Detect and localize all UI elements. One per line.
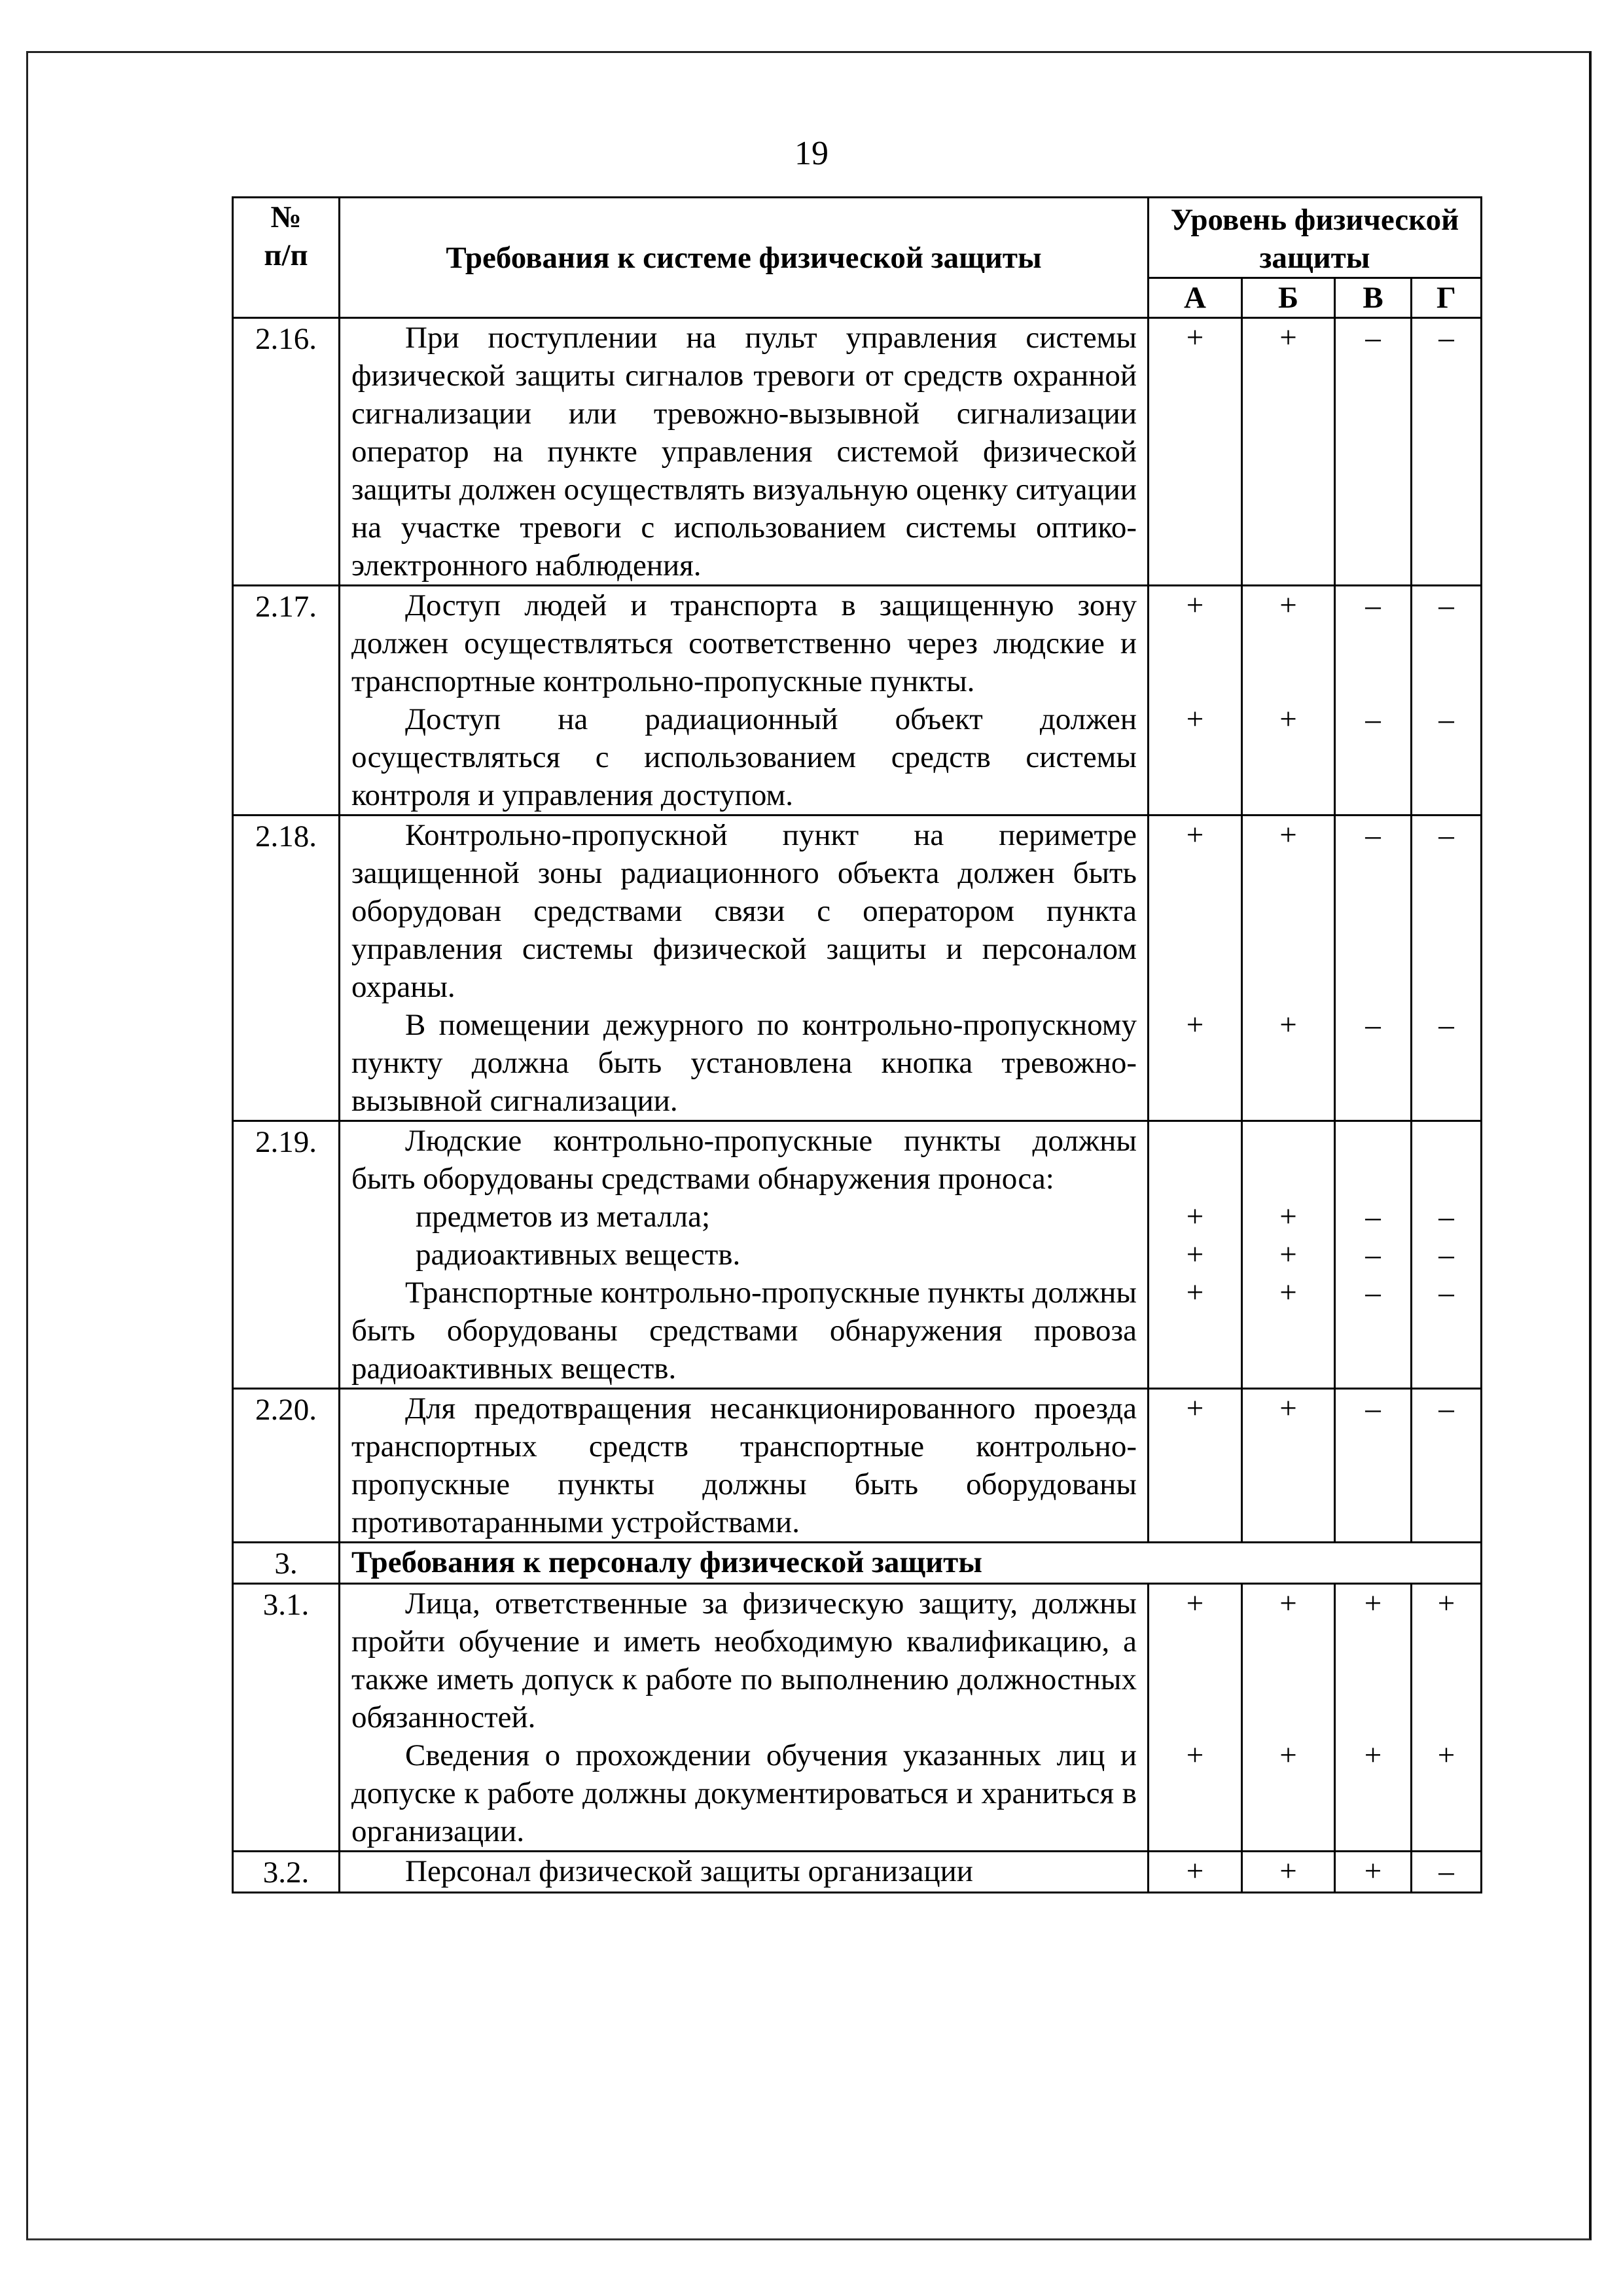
header-level-a: А: [1149, 278, 1242, 318]
mark-block: [1412, 1274, 1480, 1388]
level-b-mark-cell: [1242, 1121, 1335, 1389]
row-number: 2.19.: [233, 1121, 340, 1389]
level-a-mark-cell: [1149, 586, 1242, 816]
mark-block: [1336, 1274, 1410, 1388]
level-g-mark: –: [1438, 588, 1454, 622]
mark-block: [1243, 319, 1334, 584]
mark-block: [1336, 1006, 1410, 1120]
level-v-mark: –: [1365, 588, 1381, 622]
mark-block: [1149, 586, 1241, 700]
mark-block: [1412, 700, 1480, 814]
mark-block: [1243, 1852, 1334, 1890]
level-g-mark-cell: [1412, 1121, 1482, 1389]
level-a-mark-cell: [1149, 1584, 1242, 1852]
level-b-mark-cell: [1242, 1389, 1335, 1543]
level-b-mark: +: [1279, 1238, 1297, 1272]
mark-block: [1243, 1274, 1334, 1388]
level-v-mark: –: [1365, 1200, 1381, 1234]
mark-block: [1149, 1274, 1241, 1388]
mark-block: [1243, 586, 1334, 700]
level-g-mark: –: [1438, 1854, 1454, 1888]
table-row: [233, 1584, 1482, 1852]
level-a-mark-cell: [1149, 816, 1242, 1121]
header-level-b: Б: [1242, 278, 1335, 318]
level-v-mark: +: [1364, 1587, 1382, 1621]
requirement-paragraph: Контрольно-пропускной пункт на периметре защищенной зоны радиационного объекта должен быть оборудован средствами связи с оператором пункта управления системы физической защиты и персоналом охраны.: [351, 818, 1137, 1004]
level-v-mark: –: [1365, 321, 1381, 355]
level-a-mark: +: [1186, 702, 1204, 736]
level-g-mark: –: [1438, 818, 1454, 852]
level-b-mark: [1243, 1122, 1334, 1160]
mark-block: [1243, 1198, 1334, 1236]
requirement-paragraph: В помещении дежурного по контрольно-пропускному пункту должна быть установлена кнопка тревожно-вызывной сигнализации.: [351, 1008, 1137, 1118]
level-v-mark-cell: [1335, 318, 1412, 586]
level-g-mark-cell: [1412, 1389, 1482, 1543]
header-requirements: Требования к системе физической защиты: [340, 198, 1149, 318]
level-v-mark: –: [1365, 1276, 1381, 1310]
level-a-mark: +: [1186, 818, 1204, 852]
mark-block: [1243, 1236, 1334, 1274]
level-a-mark-cell: [1149, 318, 1242, 586]
header-row: [233, 198, 1482, 278]
mark-block: [1243, 1736, 1334, 1850]
requirement-text: [340, 1389, 1149, 1543]
mark-block: [1412, 1122, 1480, 1198]
requirement-text: [340, 816, 1149, 1121]
mark-block: [1336, 1122, 1410, 1198]
table-row: [233, 586, 1482, 816]
mark-block: [1336, 1736, 1410, 1850]
mark-block: [1149, 319, 1241, 584]
level-b-mark-cell: [1242, 1584, 1335, 1852]
level-b-mark-cell: [1242, 816, 1335, 1121]
requirement-item: радиоактивных веществ.: [416, 1238, 741, 1272]
row-number: 3.2.: [233, 1852, 340, 1893]
mark-block: [1149, 1236, 1241, 1274]
level-a-mark: +: [1186, 588, 1204, 622]
requirement-paragraph: Доступ людей и транспорта в защищенную зону должен осуществляться соответственно через людские и транспортные контрольно-пропускные пункты.: [351, 588, 1137, 698]
level-v-mark-cell: [1335, 1852, 1412, 1893]
requirement-paragraph: Людские контрольно-пропускные пункты должны быть оборудованы средствами обнаружения проноса:: [351, 1124, 1137, 1196]
mark-block: [1243, 1390, 1334, 1541]
level-g-mark-cell: [1412, 1584, 1482, 1852]
level-g-mark-cell: [1412, 1852, 1482, 1893]
row-number: 3.: [233, 1543, 340, 1584]
mark-block: [1412, 319, 1480, 584]
level-v-mark: +: [1364, 1738, 1382, 1772]
level-a-mark: +: [1186, 321, 1204, 355]
mark-block: [1412, 1585, 1480, 1736]
table-row: [233, 816, 1482, 1121]
level-b-mark: +: [1279, 321, 1297, 355]
level-v-mark-cell: [1335, 1121, 1412, 1389]
mark-block: [1149, 1736, 1241, 1850]
level-a-mark: +: [1186, 1738, 1204, 1772]
level-b-mark: +: [1279, 1854, 1297, 1888]
mark-block: [1243, 816, 1334, 1006]
level-b-mark-cell: [1242, 318, 1335, 586]
mark-block: [1149, 1585, 1241, 1736]
mark-block: [1336, 1852, 1410, 1890]
mark-block: [1336, 1198, 1410, 1236]
level-v-mark-cell: [1335, 1389, 1412, 1543]
mark-block: [1412, 1852, 1480, 1890]
requirement-text: [340, 318, 1149, 586]
table-body: [233, 318, 1482, 1893]
level-b-mark: +: [1279, 1276, 1297, 1310]
level-a-mark: +: [1186, 1391, 1204, 1426]
level-g-mark: –: [1438, 321, 1454, 355]
mark-block: [1336, 1390, 1410, 1541]
mark-block: [1149, 700, 1241, 814]
mark-block: [1149, 1390, 1241, 1541]
mark-block: [1412, 1198, 1480, 1236]
table-row: [233, 1389, 1482, 1543]
level-g-mark: –: [1438, 1391, 1454, 1426]
mark-block: [1336, 319, 1410, 584]
requirement-text: [340, 1121, 1149, 1389]
mark-block: [1243, 1006, 1334, 1120]
mark-block: [1149, 1198, 1241, 1236]
level-g-mark: +: [1437, 1587, 1455, 1621]
level-v-mark: –: [1365, 1238, 1381, 1272]
requirement-paragraph: Сведения о прохождении обучения указанных лиц и допуске к работе должны документироваться и храниться в организации.: [351, 1738, 1137, 1848]
level-b-mark: +: [1279, 1008, 1297, 1042]
mark-block: [1336, 816, 1410, 1006]
level-v-mark: –: [1365, 702, 1381, 736]
level-v-mark: +: [1364, 1854, 1382, 1888]
mark-block: [1412, 816, 1480, 1006]
level-g-mark-cell: [1412, 816, 1482, 1121]
level-g-mark: –: [1438, 702, 1454, 736]
level-b-mark-cell: [1242, 586, 1335, 816]
level-b-mark: +: [1279, 1587, 1297, 1621]
mark-block: [1412, 1236, 1480, 1274]
requirement-text: [340, 1584, 1149, 1852]
table-row: [233, 1852, 1482, 1893]
header-level-v: В: [1335, 278, 1412, 318]
requirement-item: предметов из металла;: [416, 1200, 711, 1234]
mark-block: [1243, 700, 1334, 814]
header-number: № п/п: [233, 198, 340, 318]
level-b-mark: +: [1279, 1738, 1297, 1772]
table-row: [233, 1121, 1482, 1389]
level-b-mark-cell: [1242, 1852, 1335, 1893]
mark-block: [1336, 586, 1410, 700]
level-b-mark: +: [1279, 1391, 1297, 1426]
mark-block: [1243, 1585, 1334, 1736]
table-row: [233, 318, 1482, 586]
requirement-text: [340, 1852, 1149, 1893]
level-a-mark: +: [1186, 1238, 1204, 1272]
requirement-paragraph: При поступлении на пульт управления системы физической защиты сигналов тревоги от средств охранной сигнализации или тревожно-вызывной сигнализации оператор на пункте управления системой физической защиты должен осуществлять визуальную оценку ситуации на участке тревоги с использованием системы оптико-электронного наблюдения.: [351, 321, 1137, 583]
level-a-mark: +: [1186, 1008, 1204, 1042]
mark-block: [1412, 1390, 1480, 1541]
row-number: 2.16.: [233, 318, 340, 586]
level-g-mark: –: [1438, 1200, 1454, 1234]
level-v-mark: [1336, 1122, 1410, 1160]
level-b-mark: +: [1279, 1200, 1297, 1234]
requirement-paragraph: Лица, ответственные за физическую защиту, должны пройти обучение и иметь необходимую квалификацию, а также иметь допуск к работе по выполнению должностных обязанностей.: [351, 1587, 1137, 1734]
section-title: Требования к персоналу физической защиты: [340, 1543, 1482, 1584]
level-a-mark: +: [1186, 1200, 1204, 1234]
level-b-mark: +: [1279, 818, 1297, 852]
mark-block: [1412, 1006, 1480, 1120]
mark-block: [1243, 1122, 1334, 1198]
header-level-g: Г: [1412, 278, 1482, 318]
level-v-mark: –: [1365, 1008, 1381, 1042]
requirement-paragraph: Доступ на радиационный объект должен осуществляться с использованием средств системы контроля и управления доступом.: [351, 702, 1137, 812]
mark-block: [1149, 1006, 1241, 1120]
level-g-mark: [1412, 1122, 1480, 1160]
level-v-mark-cell: [1335, 816, 1412, 1121]
level-v-mark: –: [1365, 818, 1381, 852]
mark-block: [1412, 586, 1480, 700]
mark-block: [1412, 1736, 1480, 1850]
level-v-mark: –: [1365, 1391, 1381, 1426]
level-g-mark-cell: [1412, 318, 1482, 586]
mark-block: [1336, 700, 1410, 814]
mark-block: [1336, 1236, 1410, 1274]
level-a-mark: +: [1186, 1587, 1204, 1621]
mark-block: [1336, 1585, 1410, 1736]
mark-block: [1149, 816, 1241, 1006]
mark-block: [1149, 1122, 1241, 1198]
level-g-mark: –: [1438, 1238, 1454, 1272]
row-number: 2.18.: [233, 816, 340, 1121]
row-number: 3.1.: [233, 1584, 340, 1852]
level-a-mark: [1149, 1122, 1241, 1160]
table-row: [233, 1543, 1482, 1584]
level-a-mark-cell: [1149, 1852, 1242, 1893]
row-number: 2.17.: [233, 586, 340, 816]
requirement-paragraph: Для предотвращения несанкционированного проезда транспортных средств транспортные контрольно-пропускные пункты должны быть оборудованы противотаранными устройствами.: [351, 1391, 1137, 1539]
level-g-mark-cell: [1412, 586, 1482, 816]
requirement-text: [340, 586, 1149, 816]
level-a-mark-cell: [1149, 1121, 1242, 1389]
level-g-mark: –: [1438, 1276, 1454, 1310]
level-v-mark-cell: [1335, 1584, 1412, 1852]
mark-block: [1149, 1852, 1241, 1890]
row-number: 2.20.: [233, 1389, 340, 1543]
page-number: 19: [794, 135, 829, 172]
requirement-paragraph: Персонал физической защиты организации: [405, 1854, 973, 1888]
level-g-mark: –: [1438, 1008, 1454, 1042]
level-b-mark: +: [1279, 702, 1297, 736]
header-level: Уровень физической защиты: [1149, 198, 1482, 278]
requirements-table: [232, 196, 1482, 1893]
level-v-mark-cell: [1335, 586, 1412, 816]
level-a-mark: +: [1186, 1276, 1204, 1310]
level-b-mark: +: [1279, 588, 1297, 622]
requirement-paragraph: Транспортные контрольно-пропускные пункты должны быть оборудованы средствами обнаружения провоза радиоактивных веществ.: [351, 1276, 1137, 1386]
level-a-mark: +: [1186, 1854, 1204, 1888]
level-a-mark-cell: [1149, 1389, 1242, 1543]
level-g-mark: +: [1437, 1738, 1455, 1772]
